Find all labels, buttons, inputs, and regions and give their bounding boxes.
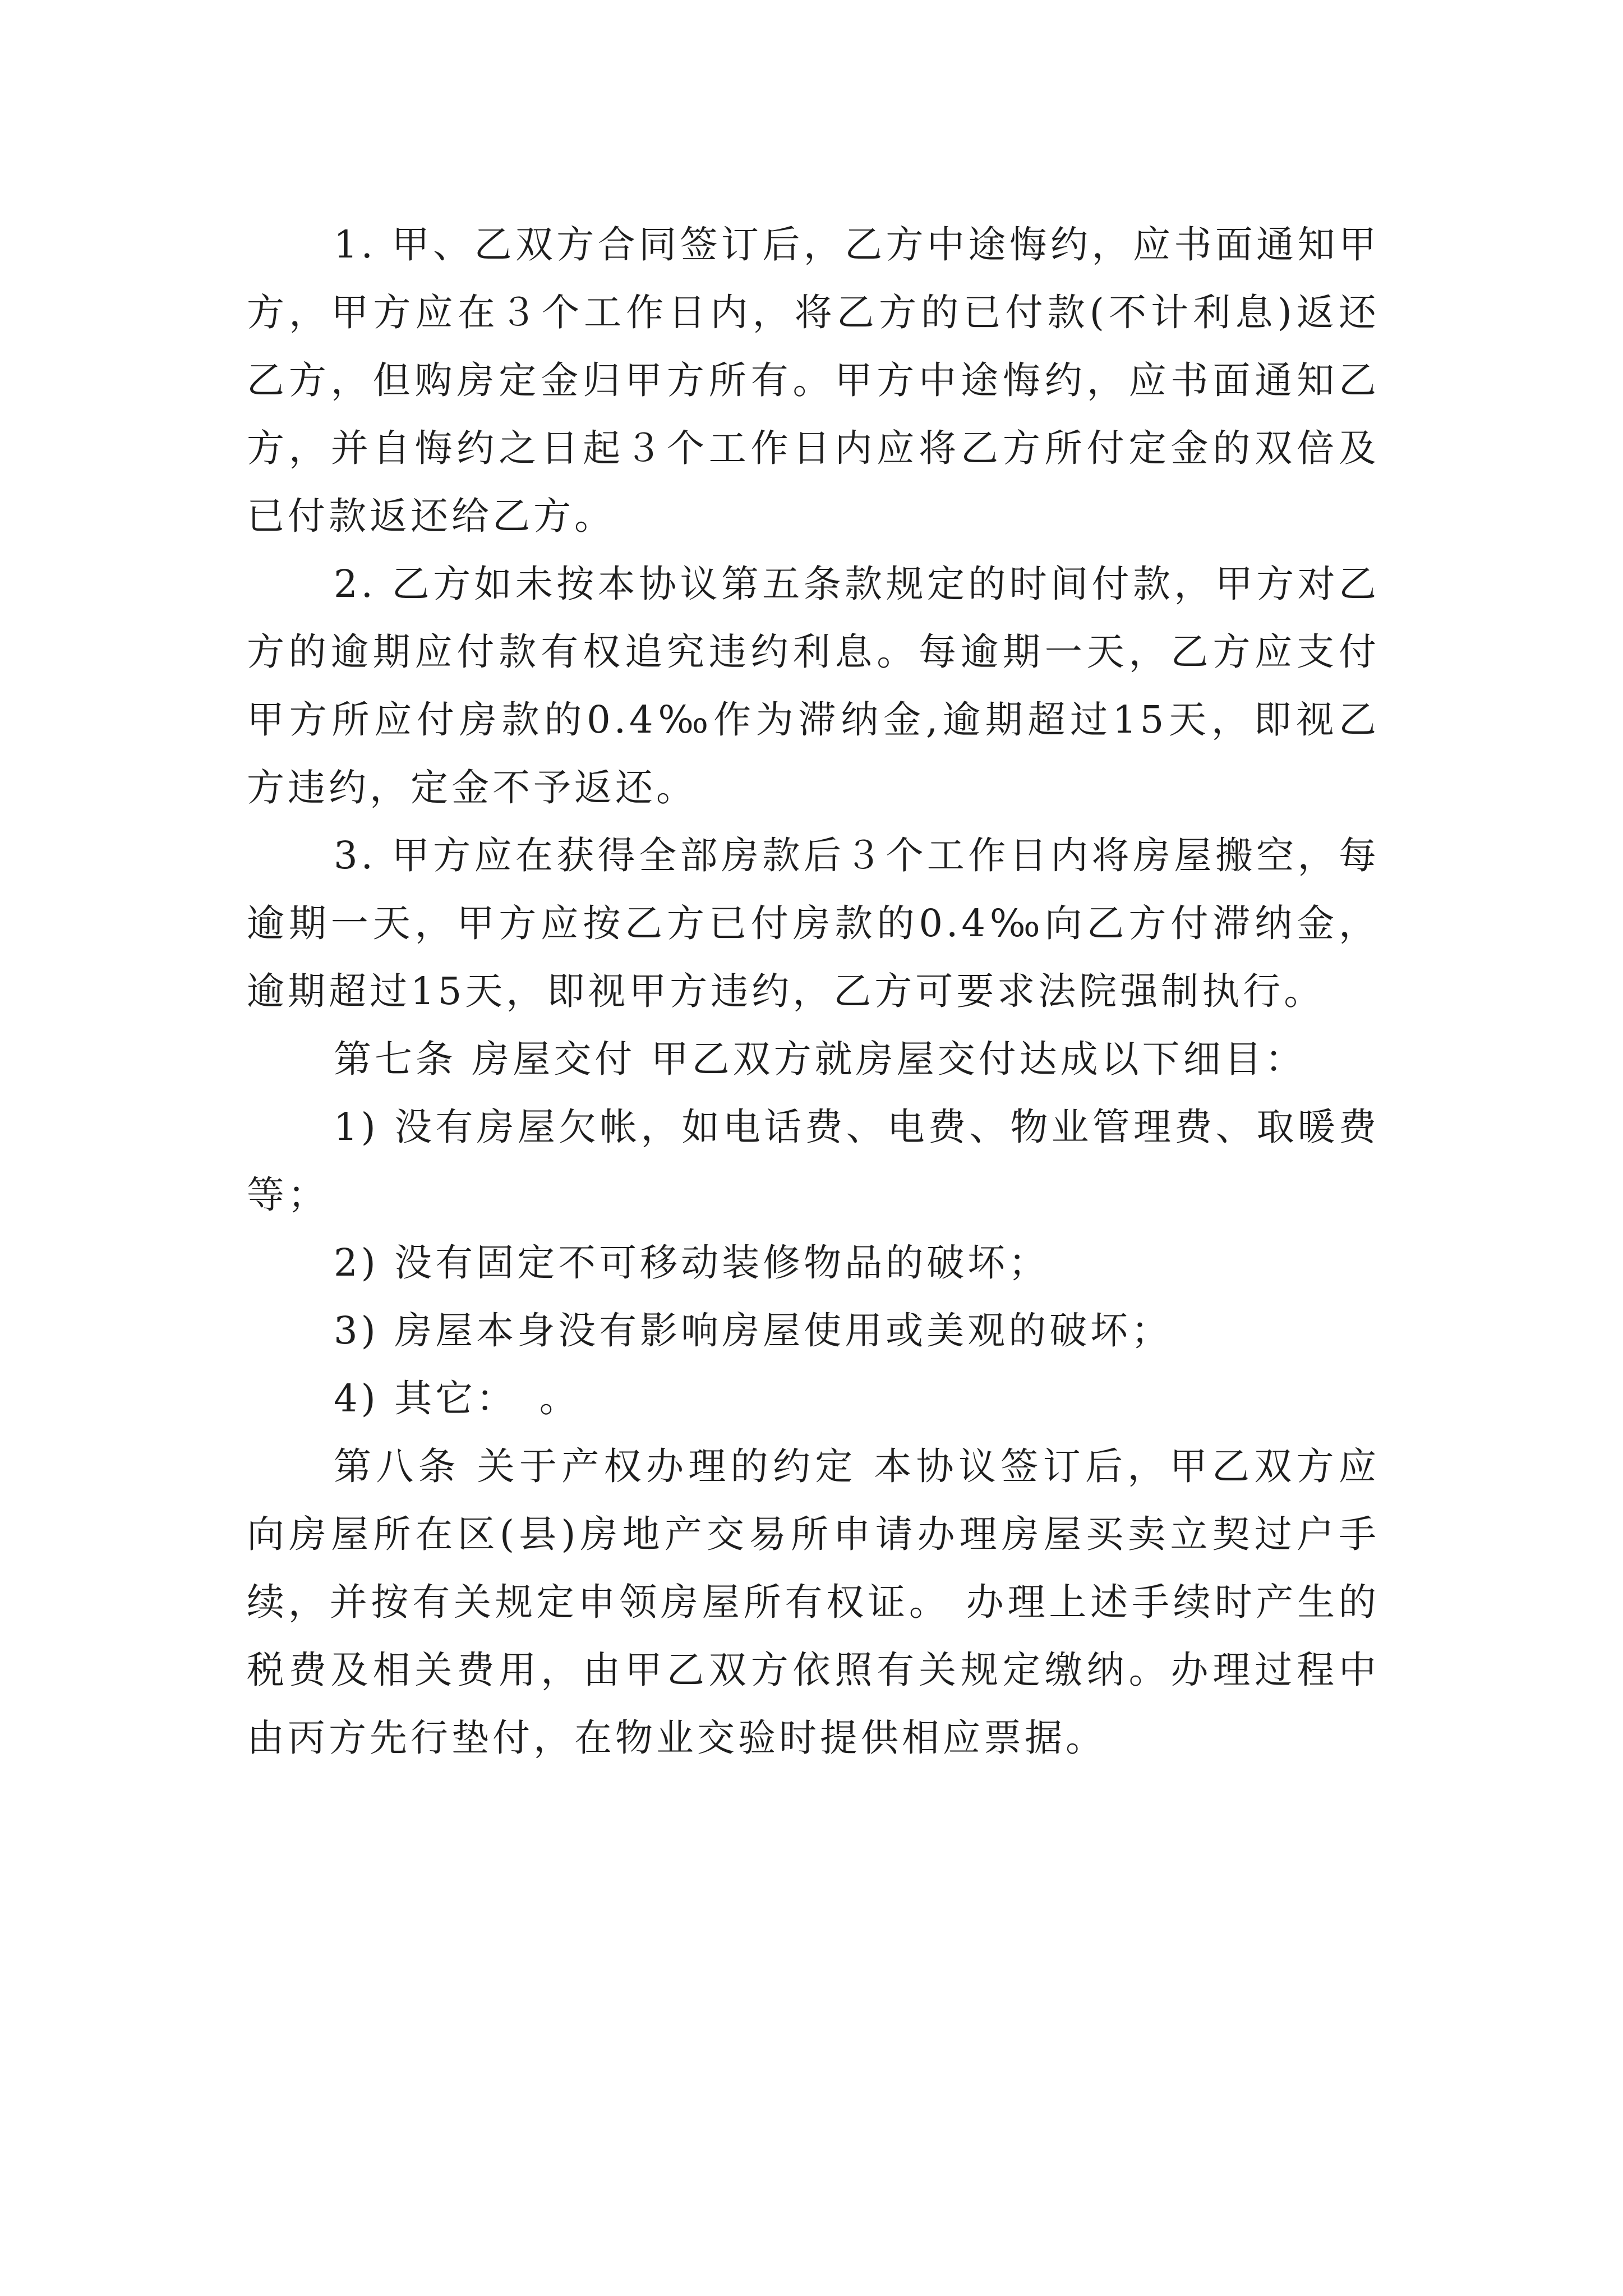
document-body <box>247 211 1380 1772</box>
delivery-item-3: 3) 房屋本身没有影响房屋使用或美观的破坏； <box>334 1309 1173 1352</box>
article-7-heading-paragraph: 第七条 房屋交付 甲乙双方就房屋交付达成以下细目： <box>334 1037 1306 1081</box>
delivery-item-2: 2) 没有固定不可移动装修物品的破坏； <box>334 1241 1050 1285</box>
clause-2-paragraph: 2. 乙方如未按本协议第五条款规定的时间付款，甲方对乙方的逾期应付款有权追究违约利息。每逾期一天，乙方应支付甲方所应付房款的0.4‰作为滞纳金,逾期超过15天，即视乙方违约，定金不予返还。 <box>247 562 1380 809</box>
article-8-paragraph: 第八条 关于产权办理的约定 本协议签订后，甲乙双方应向房屋所在区(县)房地产交易所申请办理房屋买卖立契过户手续，并按有关规定申领房屋所有权证。 办理上述手续时产生的税费及相关费用，由甲乙双方依照有关规定缴纳。办理过程中由丙方先行垫付，在物业交验时提供相应票据。 <box>247 1444 1380 1760</box>
delivery-item-4: 4) 其它： 。 <box>334 1377 580 1420</box>
clause-1-paragraph: 1. 甲、乙双方合同签订后，乙方中途悔约，应书面通知甲方，甲方应在３个工作日内，将乙方的已付款(不计利息)返还乙方，但购房定金归甲方所有。甲方中途悔约，应书面通知乙方，并自悔约之日起３个工作日内应将乙方所付定金的双倍及已付款返还给乙方。 <box>247 223 1380 538</box>
clause-3-paragraph: 3. 甲方应在获得全部房款后３个工作日内将房屋搬空，每逾期一天，甲方应按乙方已付房款的0.4‰向乙方付滞纳金，逾期超过15天，即视甲方违约，乙方可要求法院强制执行。 <box>247 834 1380 1013</box>
delivery-item-1: 1) 没有房屋欠帐，如电话费、电费、物业管理费、取暖费等； <box>247 1105 1380 1217</box>
